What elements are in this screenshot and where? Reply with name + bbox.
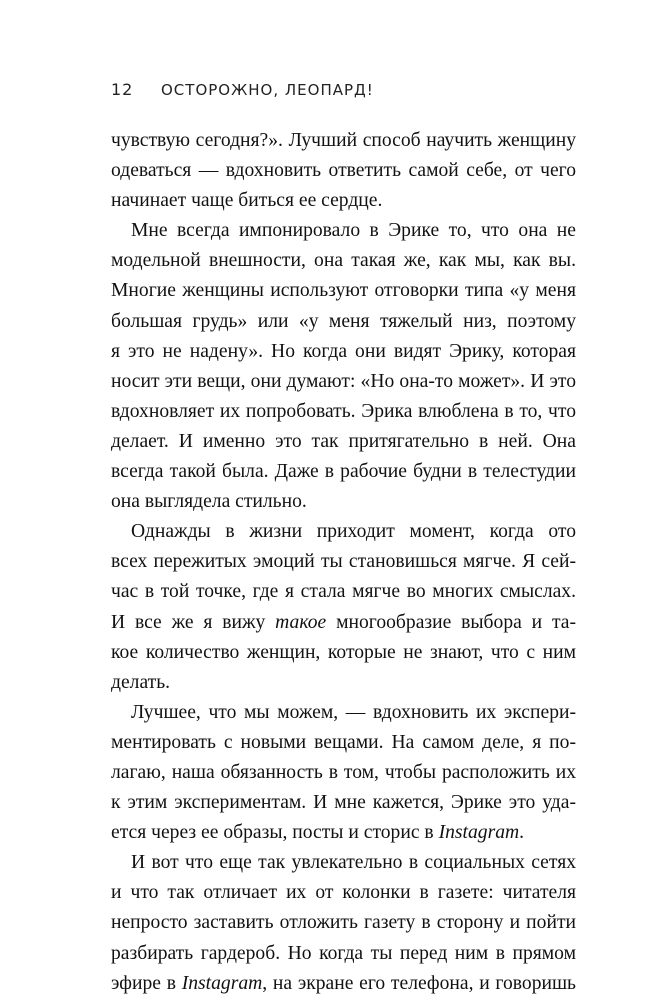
text-run: И все же я вижу: [111, 611, 276, 633]
text-line: к этим экспериментам. И мне кажется, Эрике это уда-: [111, 792, 576, 814]
running-title: ОСТОРОЖНО, ЛЕОПАРД!: [161, 81, 374, 99]
text-line: разбирать гардероб. Но когда ты перед ним в прямом: [111, 942, 576, 964]
text-line: [111, 969, 576, 999]
italic-text: Instagram: [438, 822, 520, 844]
text-line: Лучшее, что мы можем, — вдохновить их экспери-: [131, 701, 576, 723]
text-line: носит эти вещи, они думают: «Но она-то может». И это: [111, 370, 576, 392]
text-run: эфире в: [111, 972, 182, 994]
text-run: , на экране его телефона, и говоришь: [262, 972, 576, 994]
text-line: делать.: [111, 671, 171, 693]
text-line: делает. И именно это так притягательно в ней. Она: [111, 430, 576, 452]
text-line: она выглядела стильно.: [111, 491, 307, 513]
text-line: Многие женщины используют отговорки типа «у меня: [111, 280, 576, 302]
text-line: модельной внешности, она такая же, как мы, как вы.: [111, 250, 576, 272]
text-run: ется через ее образы, посты и сторис в: [111, 822, 439, 844]
body-text: [111, 126, 576, 999]
text-line: большая грудь» или «у меня тяжелый низ, поэтому: [111, 310, 576, 332]
page-number: 12: [111, 80, 134, 99]
text-line: я это не надену». Но когда они видят Эрику, которая: [111, 340, 576, 362]
text-line: чувствую сегодня?». Лучший способ научить женщину: [111, 130, 576, 151]
text-line: всегда такой была. Даже в рабочие будни в телестудии: [111, 461, 576, 483]
text-line: непросто заставить отложить газету в сторону и пойти: [111, 912, 576, 934]
text-line: Однажды в жизни приходит момент, когда ото: [131, 521, 576, 543]
text-line: всех пережитых эмоций ты становишься мягче. Я сей-: [111, 551, 576, 573]
text-line: [111, 608, 576, 638]
text-line: и что так отличает их от колонки в газете: читателя: [111, 882, 576, 904]
running-head: [111, 80, 374, 99]
text-line: вдохновляет их попробовать. Эрика влюблена в то, что: [111, 400, 576, 422]
text-line: кое количество женщин, которые не знают, что с ним: [111, 641, 576, 663]
text-run: .: [519, 822, 525, 844]
text-line: лагаю, наша обязанность в том, чтобы расположить их: [111, 761, 576, 783]
text-line: начинает чаще биться ее сердце.: [111, 190, 383, 212]
text-line: одеваться — вдохновить ответить самой себе, от чего: [111, 160, 576, 182]
italic-text: Instagram: [181, 972, 263, 994]
text-line: И вот что еще так увлекательно в социальных сетях: [131, 852, 576, 874]
text-line: Мне всегда импонировало в Эрике то, что она не: [131, 220, 576, 242]
text-run: многообразие выбора и та-: [326, 611, 576, 633]
text-line: [111, 818, 576, 848]
text-line: час в той точке, где я стала мягче во многих смыслах.: [111, 581, 576, 603]
text-line: ментировать с новыми вещами. На самом деле, я по-: [111, 731, 576, 753]
italic-text: такое: [275, 611, 327, 633]
